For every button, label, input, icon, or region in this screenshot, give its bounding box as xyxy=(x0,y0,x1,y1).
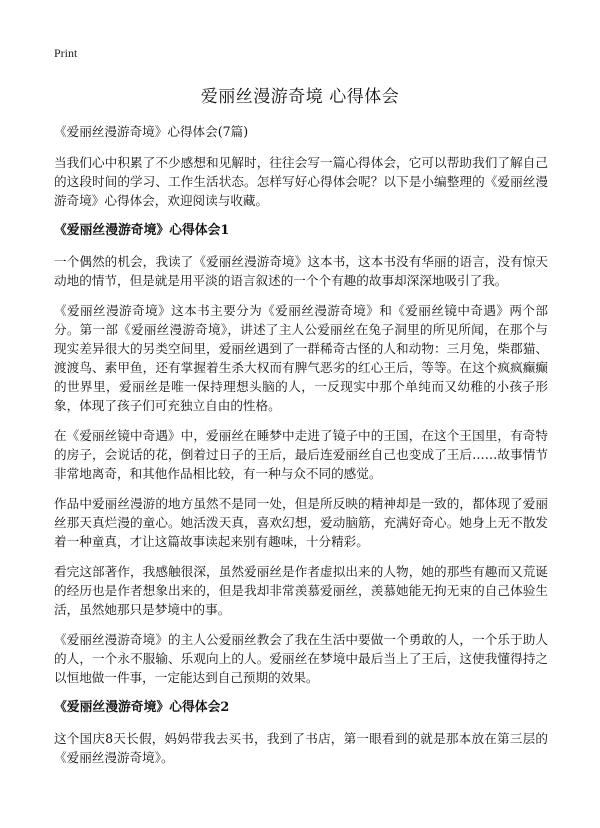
page-title: 爱丽丝漫游奇境 心得体会 xyxy=(200,87,400,107)
paragraph: 《爱丽丝漫游奇境》的主人公爱丽丝教会了我在生活中要做一个勇敢的人，一个乐于助人的人，一个永不服输、乐观向上的人。爱丽丝在梦境中最后当上了王后，这使我懂得持之以恒地做一件事，一定能达到自己预期的效果。 xyxy=(54,632,548,685)
article-body xyxy=(54,122,548,778)
paragraph: 《爱丽丝漫游奇境》这本书主要分为《爱丽丝漫游奇境》和《爱丽丝镜中奇遇》两个部分。第一部《爱丽丝漫游奇境》，讲述了主人公爱丽丝在兔子洞里的所见所闻，在那个与现实差异很大的另类空间里，爱丽丝遇到了一群稀奇古怪的人和动物：三月兔，柴郡猫、渡渡鸟、素甲鱼，还有掌握着生杀大权而有脾气恶劣的红心王后，等等。在这个疯疯癫癫的世界里，爱丽丝是唯一保持理想头脑的人，一反现实中那个单纯而又幼稚的小孩子形象，体现了孩子们可充独立自由的性格。 xyxy=(54,303,548,413)
print-link[interactable]: Print xyxy=(54,46,78,60)
paragraph: 这个国庆8天长假，妈妈带我去买书，我到了书店，第一眼看到的就是那本放在第三层的《爱丽丝漫游奇境》。 xyxy=(54,731,548,765)
intro-paragraph: 当我们心中积累了不少感想和见解时，往往会写一篇心得体会，它可以帮助我们了解自己的这段时间的学习、工作生活状态。怎样写好心得体会呢？以下是小编整理的《爱丽丝漫游奇境》心得体会，欢迎阅读与收藏。 xyxy=(54,155,548,208)
paragraph: 看完这部著作，我感触很深，虽然爱丽丝是作者虚拟出来的人物，她的那些有趣而又荒诞的经历也是作者想象出来的，但是我却非常羡慕爱丽丝，羡慕她能无拘无束的自己体验生活，虽然她那只是梦境中的事。 xyxy=(54,564,548,617)
section-heading: 《爱丽丝漫游奇境》心得体会2 xyxy=(54,700,230,715)
article-subtitle: 《爱丽丝漫游奇境》心得体会(7篇) xyxy=(54,124,249,139)
section-heading: 《爱丽丝漫游奇境》心得体会1 xyxy=(54,223,230,238)
section-1 xyxy=(54,221,548,687)
paragraph: 在《爱丽丝镜中奇遇》中，爱丽丝在睡梦中走进了镜子中的王国，在这个王国里，有奇特的房子，会说话的花，倒着过日子的王后，最后连爱丽丝自己也变成了王后……故事情节非常地离奇，和其他作品相比较，有一种与众不同的感觉。 xyxy=(54,428,548,481)
section-2 xyxy=(54,698,548,767)
paragraph: 作品中爱丽丝漫游的地方虽然不是同一处，但是所反映的精神却是一致的，都体现了爱丽丝那天真烂漫的童心。她活泼天真，喜欢幻想，爱动脑筋，充满好奇心。她身上无不散发着一种童真，才让这篇故事读起来别有趣味，十分精彩。 xyxy=(54,496,548,549)
paragraph: 一个偶然的机会，我读了《爱丽丝漫游奇境》这本书，这本书没有华丽的语言，没有惊天动地的情节，但是就是用平淡的语言叙述的一个个有趣的故事却深深地吸引了我。 xyxy=(54,254,548,288)
